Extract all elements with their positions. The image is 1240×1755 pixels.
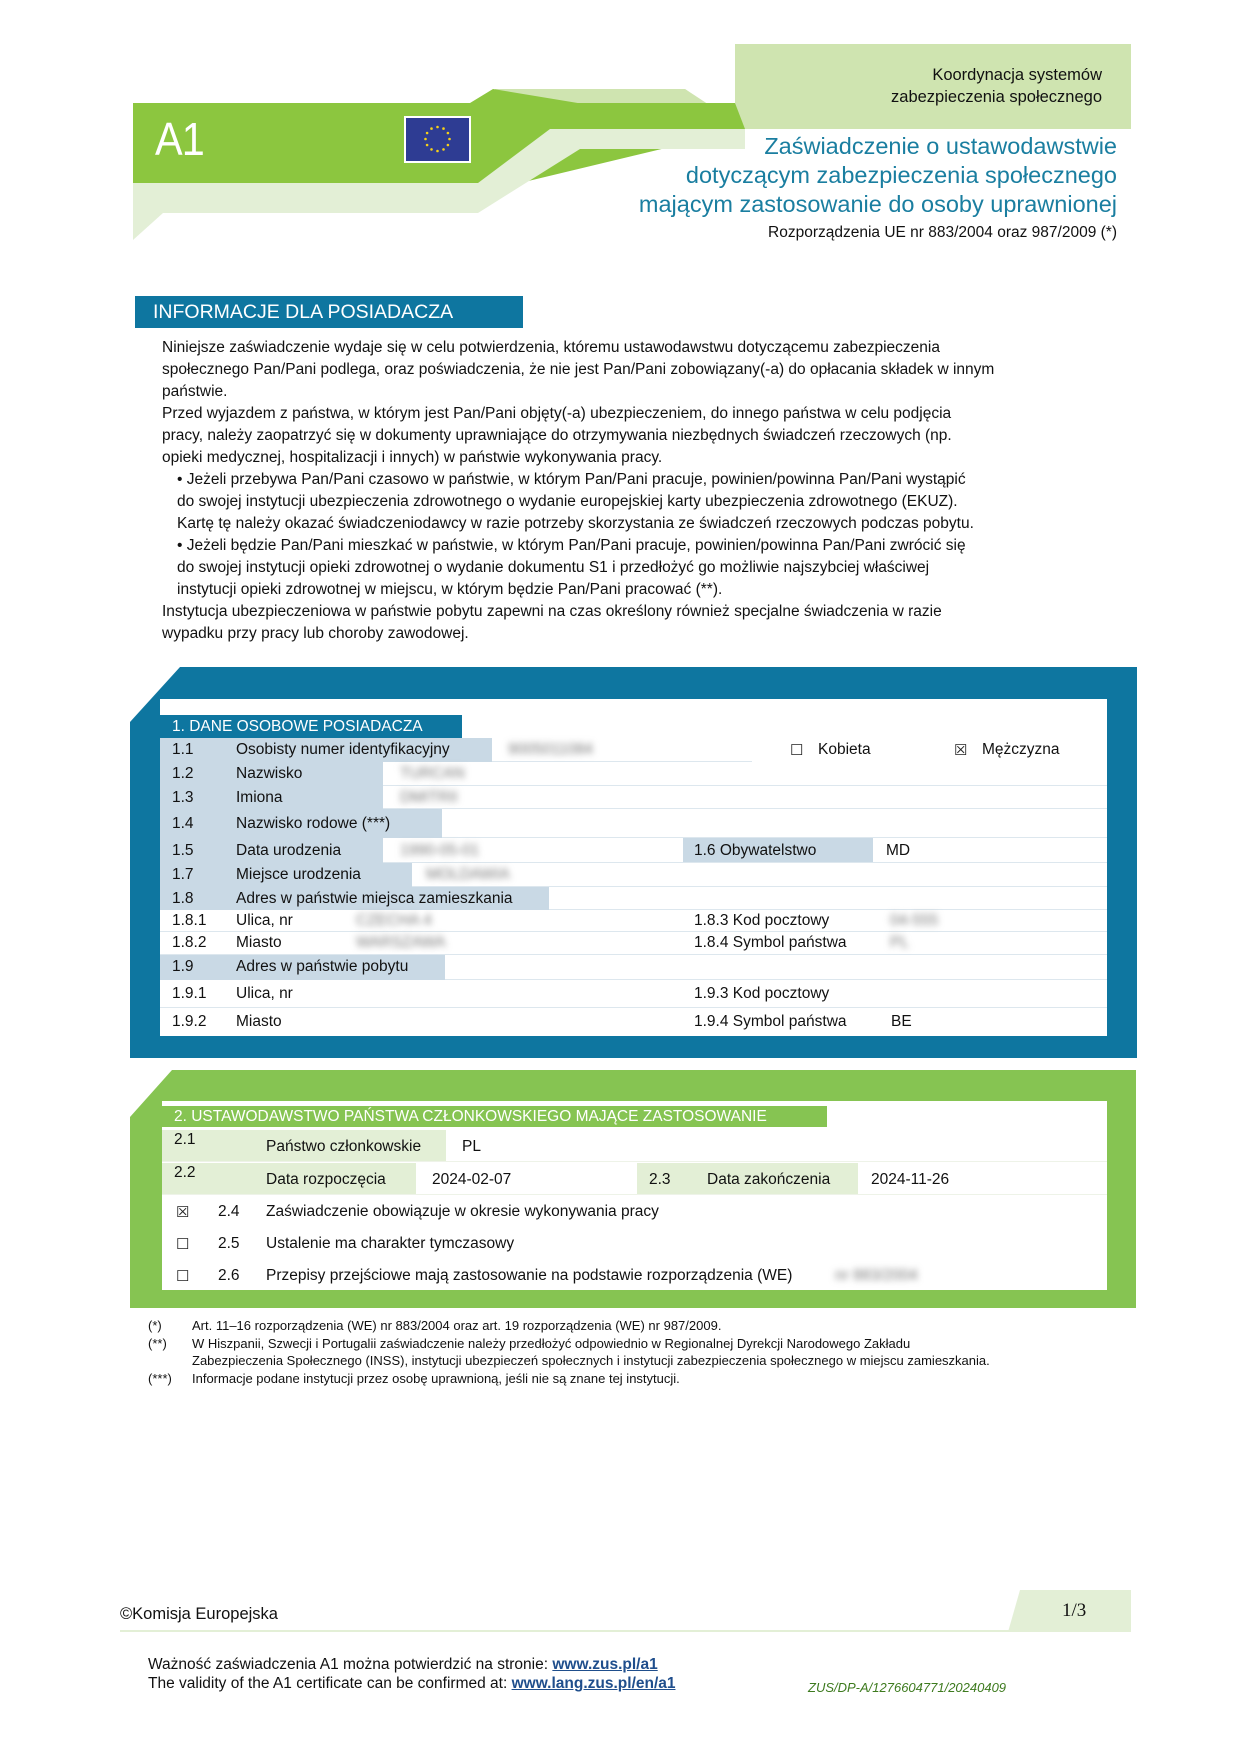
row-divider <box>383 862 1107 863</box>
field-2-3-number: 2.3 <box>649 1171 671 1188</box>
info-line: państwie. <box>162 383 228 400</box>
footnote-mark: (**) <box>148 1335 167 1351</box>
row-divider <box>383 808 1107 809</box>
field-1-8-2-label: Miasto <box>236 934 282 951</box>
field-1-9-number: 1.9 <box>172 958 194 975</box>
validity-info <box>148 1655 676 1693</box>
row-divider <box>160 931 1107 932</box>
row-divider <box>492 761 752 762</box>
validity-en-link[interactable]: www.lang.zus.pl/en/a1 <box>511 1675 676 1692</box>
field-1-6-label: 1.6 Obywatelstwo <box>694 842 817 859</box>
field-2-4-number: 2.4 <box>218 1203 240 1220</box>
footnote-text: W Hiszpanii, Szwecji i Portugalii zaświadczenie należy przedłożyć odpowiednio w Regionalnej Dyrekcji Narodowego Zakładu <box>192 1335 911 1351</box>
personal-id-value: 9005011084 <box>508 741 594 758</box>
info-line: wypadku przy pracy lub choroby zawodowej. <box>162 625 469 642</box>
footnote-mark: (*) <box>148 1318 162 1333</box>
row-divider <box>162 1194 1107 1195</box>
field-1-9-3-label: 1.9.3 Kod pocztowy <box>694 985 830 1002</box>
field-2-2-number: 2.2 <box>174 1164 196 1181</box>
field-2-4-checkbox[interactable]: ☒ <box>176 1204 190 1221</box>
document-id: ZUS/DP-A/1276604771/20240409 <box>808 1680 1007 1695</box>
row-divider <box>442 837 1107 838</box>
end-date-value: 2024-11-26 <box>871 1171 950 1188</box>
nationality-value: MD <box>886 842 911 859</box>
info-bullet-line: do swojej instytucji ubezpieczenia zdrowotnego o wydanie europejskiej karty ubezpieczenia zdrowotnego (EKUZ). <box>177 493 958 510</box>
field-2-5-checkbox[interactable]: ☐ <box>176 1236 190 1253</box>
info-body <box>162 337 1082 645</box>
field-1-8-1-label: Ulica, nr <box>236 912 293 929</box>
field-2-6-checkbox[interactable]: ☐ <box>176 1268 190 1285</box>
field-1-4-number: 1.4 <box>172 815 194 832</box>
footnote <box>148 1335 1108 1353</box>
section2-title: 2. USTAWODAWSTWO PAŃSTWA CZŁONKOWSKIEGO MAJĄCE ZASTOSOWANIE <box>162 1106 827 1127</box>
field-2-6-value: nr 883/2004 <box>835 1267 918 1284</box>
stay-country-value: BE <box>891 1013 912 1030</box>
row-divider <box>445 979 1107 980</box>
field-1-9-1-label: Ulica, nr <box>236 985 293 1002</box>
forenames-value: DMITRII <box>400 789 458 806</box>
document-title <box>497 132 1117 219</box>
surname-value: TURCAN <box>400 765 465 782</box>
info-bullet-line: • Jeżeli będzie Pan/Pani mieszkać w państwie, w którym Pan/Pani pracuje, powinien/powinna Pan/Pani zwrócić się <box>177 537 966 554</box>
residence-country-value: PL <box>890 934 909 951</box>
field-1-4-label: Nazwisko rodowe (***) <box>236 815 391 832</box>
field-1-3-number: 1.3 <box>172 789 194 806</box>
info-bullet-line: do swojej instytucji opieki zdrowotnej o wydanie dokumentu S1 i przedłożyć go możliwie najszybciej właściwej <box>177 559 930 576</box>
field-1-9-2-number: 1.9.2 <box>172 1013 207 1030</box>
field-2-4-label: Zaświadczenie obowiązuje w okresie wykonywania pracy <box>266 1203 659 1220</box>
field-2-5-number: 2.5 <box>218 1235 240 1252</box>
field-1-7-number: 1.7 <box>172 866 194 883</box>
title-line-2: dotyczącym zabezpieczenia społecznego <box>685 162 1117 188</box>
field-1-8-label: Adres w państwie miejsca zamieszkania <box>236 890 513 907</box>
info-line: Instytucja ubezpieczeniowa w państwie pobytu zapewni na czas określony również specjalne świadczenia w razie <box>162 603 942 620</box>
field-1-1-number: 1.1 <box>172 741 194 758</box>
info-line: społecznego Pan/Pani podlega, oraz poświadczenia, że nie jest Pan/Pani zobowiązany(-a) do opłacania składek w innym <box>162 361 995 378</box>
field-2-6-number: 2.6 <box>218 1267 240 1284</box>
start-date-value: 2024-02-07 <box>432 1171 512 1188</box>
validity-pl-text: Ważność zaświadczenia A1 można potwierdzić na stronie: <box>148 1656 553 1673</box>
birth-date-value: 1990-05-01 <box>400 842 480 859</box>
residence-postcode-value: 04-555 <box>890 912 939 929</box>
footnote-text: Art. 11–16 rozporządzenia (WE) nr 883/2004 oraz art. 19 rozporządzenia (WE) nr 987/2009. <box>192 1318 722 1333</box>
field-1-1-label: Osobisty numer identyfikacyjny <box>236 741 450 758</box>
field-1-8-1-number: 1.8.1 <box>172 912 207 929</box>
female-checkbox[interactable]: ☐ <box>790 742 804 759</box>
info-bullet-line: Kartę tę należy okazać świadczeniodawcy w razie potrzeby skorzystania ze świadczeń rzeczowych podczas pobytu. <box>177 515 974 532</box>
field-1-9-label: Adres w państwie pobytu <box>236 958 409 975</box>
field-1-9-1-number: 1.9.1 <box>172 985 207 1002</box>
regulation-reference: Rozporządzenia UE nr 883/2004 oraz 987/2009 (*) <box>768 224 1117 241</box>
field-2-2-label: Data rozpoczęcia <box>266 1171 386 1188</box>
row-divider <box>160 1007 1107 1008</box>
field-1-2-number: 1.2 <box>172 765 194 782</box>
row-divider <box>549 909 1107 910</box>
residence-city-value: WARSZAWA <box>356 934 446 951</box>
member-state-value: PL <box>462 1138 481 1155</box>
row-divider <box>383 785 1107 786</box>
female-label: Kobieta <box>818 741 871 758</box>
footnote <box>148 1370 1108 1388</box>
title-line-1: Zaświadczenie o ustawodawstwie <box>764 133 1117 159</box>
field-1-9-4-label: 1.9.4 Symbol państwa <box>694 1013 847 1030</box>
footnote-text: Zabezpieczenia Społecznego (INSS), instytucji ubezpieczeń społecznych i instytucji zabezpieczenia społecznego w miejscu zamieszkania. <box>192 1353 990 1368</box>
section1-title: 1. DANE OSOBOWE POSIADACZA <box>160 715 462 738</box>
coordination-line-2: zabezpieczenia społecznego <box>891 88 1102 106</box>
male-checkbox[interactable]: ☒ <box>954 742 968 759</box>
field-1-8-4-label: 1.8.4 Symbol państwa <box>694 934 847 951</box>
validity-pl-link[interactable]: www.zus.pl/a1 <box>552 1656 658 1673</box>
footnotes <box>148 1317 1108 1387</box>
field-1-9-2-label: Miasto <box>236 1013 282 1030</box>
coordination-line-1: Koordynacja systemów <box>932 66 1102 84</box>
page-number: 1/3 <box>1062 1600 1087 1621</box>
field-2-6-label: Przepisy przejściowe mają zastosowanie na podstawie rozporządzenia (WE) <box>266 1267 793 1284</box>
validity-en-text: The validity of the A1 certificate can be confirmed at: <box>148 1675 512 1692</box>
title-line-3: mającym zastosowanie do osoby uprawnionej <box>638 191 1117 217</box>
info-bullet-line: instytucji opieki zdrowotnej w miejscu, w którym będzie Pan/Pani pracować (**). <box>177 581 723 598</box>
field-2-5-label: Ustalenie ma charakter tymczasowy <box>266 1235 515 1252</box>
male-label: Mężczyzna <box>982 741 1060 758</box>
footnote-mark <box>148 1352 192 1370</box>
field-1-8-3-label: 1.8.3 Kod pocztowy <box>694 912 830 929</box>
field-1-3-label: Imiona <box>236 789 283 806</box>
row-divider <box>160 954 1107 955</box>
info-line: opieki medycznej, hospitalizacji i innych) w państwie wykonywania pracy. <box>162 449 663 466</box>
field-2-1-label: Państwo członkowskie <box>266 1138 422 1155</box>
field-2-3-label: Data zakończenia <box>707 1171 831 1188</box>
footnote <box>148 1317 1108 1335</box>
field-1-7-label: Miejsce urodzenia <box>236 866 361 883</box>
birth-place-value: MOLDAWIA <box>426 866 510 883</box>
row-divider <box>412 886 1107 887</box>
info-line: Przed wyjazdem z państwa, w którym jest Pan/Pani objęty(-a) ubezpieczeniem, do innego państwa w celu podjęcia <box>162 405 952 422</box>
info-heading: INFORMACJE DLA POSIADACZA <box>135 296 523 328</box>
field-2-1-number: 2.1 <box>174 1131 196 1148</box>
field-1-8-2-number: 1.8.2 <box>172 934 207 951</box>
footnote-mark: (***) <box>148 1370 172 1386</box>
footnote-text: Informacje podane instytucji przez osobę uprawnioną, jeśli nie są znane tej instytucji. <box>192 1370 680 1386</box>
field-1-8-number: 1.8 <box>172 890 194 907</box>
coordination-caption <box>802 64 1102 108</box>
copyright: ©Komisja Europejska <box>120 1605 278 1623</box>
residence-street-value: CZECHA 4 <box>356 912 432 929</box>
info-line: Niniejsze zaświadczenie wydaje się w celu potwierdzenia, któremu ustawodawstwu dotyczącemu zabezpieczenia <box>162 339 940 356</box>
form-code: A1 <box>155 113 204 165</box>
footnote <box>148 1352 1108 1370</box>
row-divider <box>162 1161 1107 1162</box>
info-line: pracy, należy zaopatrzyć się w dokumenty uprawniające do otrzymywania niezbędnych świadczeń rzeczowych (np. <box>162 427 952 444</box>
field-1-5-number: 1.5 <box>172 842 194 859</box>
field-1-5-label: Data urodzenia <box>236 842 342 859</box>
field-1-2-label: Nazwisko <box>236 765 303 782</box>
info-bullet-line: • Jeżeli przebywa Pan/Pani czasowo w państwie, w którym Pan/Pani pracuje, powinien/powinna Pan/Pani wystąpić <box>177 471 966 488</box>
eu-flag-icon <box>404 116 471 163</box>
